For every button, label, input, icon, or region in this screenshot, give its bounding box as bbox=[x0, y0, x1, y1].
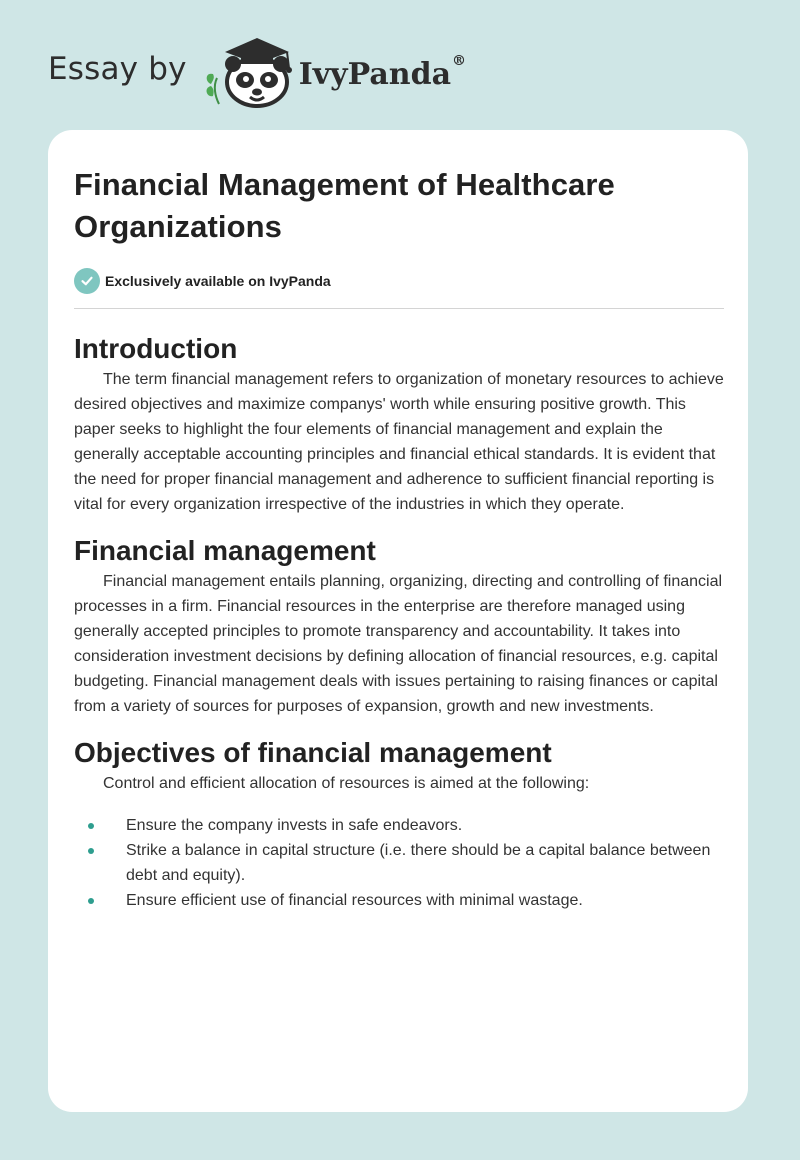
list-item bbox=[74, 838, 724, 888]
badge-text: Exclusively available on IvyPanda bbox=[105, 273, 331, 289]
list-item-text: Ensure the company invests in safe endeavors. bbox=[126, 817, 463, 834]
list-item bbox=[74, 813, 724, 838]
check-circle-icon bbox=[74, 268, 100, 294]
site-header bbox=[48, 34, 466, 110]
brand-prefix: Essay by bbox=[48, 51, 187, 87]
section-paragraph-objectives: Control and efficient allocation of resources is aimed at the following: bbox=[103, 775, 590, 792]
objectives-list bbox=[74, 813, 724, 913]
registered-mark: ® bbox=[452, 52, 467, 69]
exclusive-badge bbox=[74, 268, 724, 294]
section-heading-introduction: Introduction bbox=[74, 333, 238, 364]
bullet-dot bbox=[88, 848, 94, 854]
essay-card bbox=[48, 130, 748, 1112]
list-item-text: Ensure efficient use of financial resources with minimal wastage. bbox=[126, 892, 583, 909]
list-item-text: Strike a balance in capital structure (i.e. there should be a capital balance between debt and equity). bbox=[126, 842, 711, 884]
section-paragraph-introduction: The term financial management refers to organization of monetary resources to achieve desired objectives and maximize companys' worth while ensuring positive growth. This paper seeks to highlight the four elements of financial management and explain the generally acceptable accounting principles and financial ethical standards. It is evident that the need for proper financial management and adherence to sufficient financial reporting is vital for every organization irrespective of the industries in which they operate. bbox=[74, 371, 724, 513]
brand-name-text: IvyPanda bbox=[298, 56, 452, 92]
essay-title: Financial Management of Healthcare Organizations bbox=[74, 167, 615, 244]
section-heading-objectives: Objectives of financial management bbox=[74, 737, 552, 768]
section-heading-financial-management: Financial management bbox=[74, 535, 376, 566]
section-paragraph-financial-management: Financial management entails planning, organizing, directing and controlling of financial processes in a firm. Financial resources in the enterprise are therefore managed using generally accepted principles to promote transparency and accountability. It takes into consideration investment decisions by defining allocation of financial resources, e.g. capital budgeting. Financial management deals with issues pertaining to raising finances or capital from a variety of sources for purposes of expansion, growth and new investments. bbox=[74, 573, 723, 715]
essay-content bbox=[74, 164, 724, 913]
brand-name bbox=[298, 52, 467, 92]
bullet-dot bbox=[88, 823, 94, 829]
panda-logo-icon[interactable] bbox=[203, 34, 299, 110]
divider bbox=[74, 308, 724, 309]
bullet-dot bbox=[88, 898, 94, 904]
list-item bbox=[74, 888, 724, 913]
